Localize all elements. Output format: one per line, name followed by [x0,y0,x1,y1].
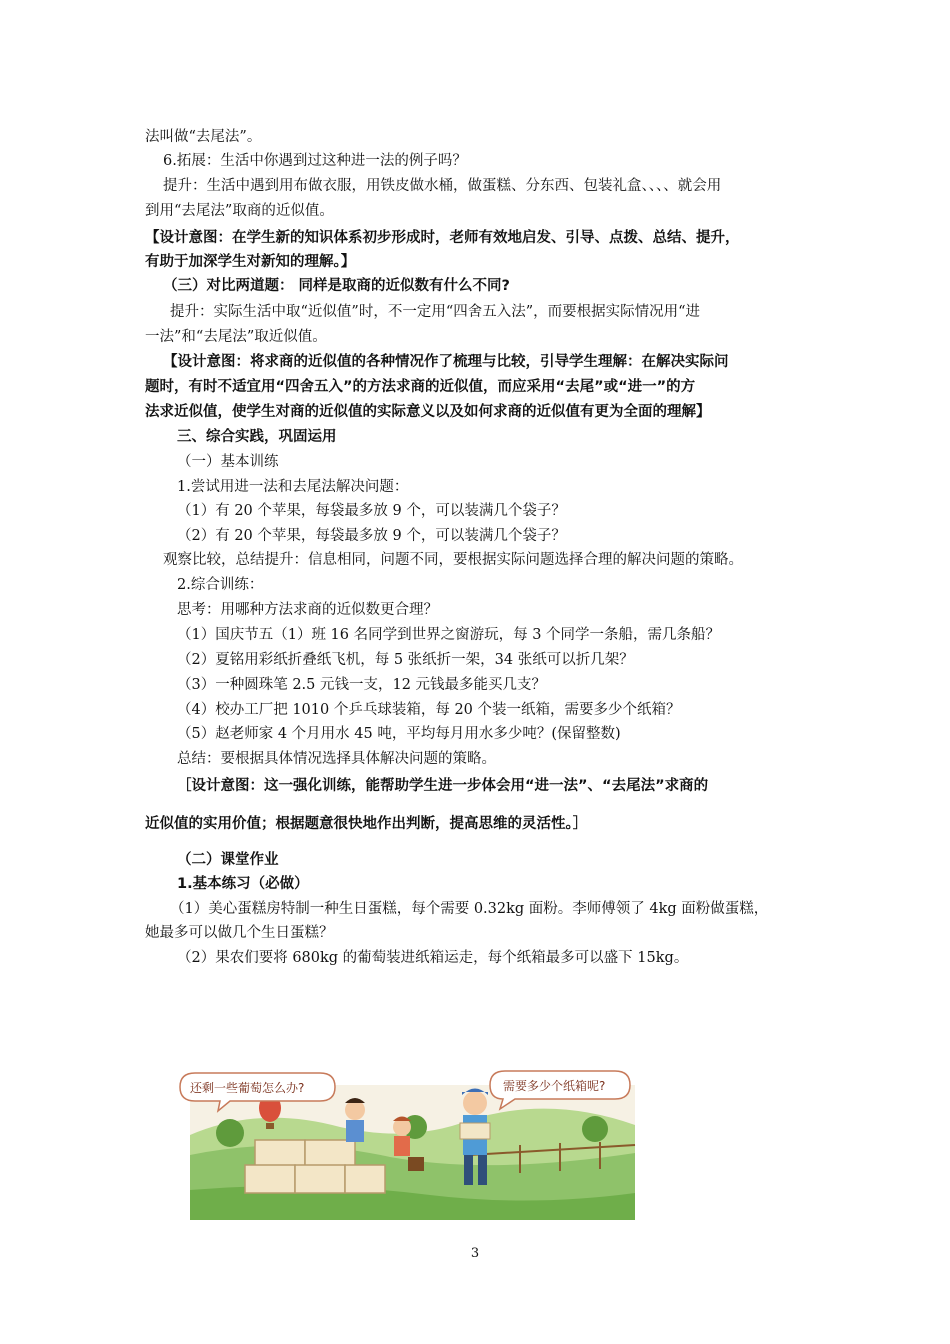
design-intent-line: 【设计意图：在学生新的知识体系初步形成时，老师有效地启发、引导、点拨、总结、提升， [145,230,740,246]
text-line: 2.综合训练： [177,577,264,593]
exercise-item: （2）果农们要将 680kg 的葡萄装进纸箱运走，每个纸箱最多可以盛下 15kg。 [177,950,689,966]
design-intent-line: 【设计意图：将求商的近似值的各种情况作了梳理与比较，引导学生理解：在解决实际问 [163,354,729,370]
exercise-item: （1）有 20 个苹果，每袋最多放 9 个，可以装满几个袋子？ [177,503,566,519]
text-line: 一法”和“去尾法”取近似值。 [145,329,327,345]
exercise-item: （4）校办工厂把 1010 个乒乓球装箱，每 20 个装一纸箱，需要多少个纸箱？ [177,702,681,718]
text-line: 她最多可以做几个生日蛋糕？ [145,925,334,941]
exercise-item: （3）一种圆珠笔 2.5 元钱一支，12 元钱最多能买几支？ [177,677,547,693]
design-intent-line: 题时，有时不适宜用“四舍五入”的方法求商的近似值，而应采用“去尾”或“进一”的方 [145,379,696,395]
text-line: 总结：要根据具体情况选择具体解决问题的策略。 [177,751,496,767]
speech-bubble-left: 还剩一些葡萄怎么办? [190,1081,305,1095]
subsection-heading: （一）基本训练 [177,454,279,470]
illustration-scene [170,1065,645,1225]
page-number: 3 [470,1246,480,1261]
design-intent-line: 有助于加深学生对新知的理解。】 [145,254,356,270]
exercise-item: （5）赵老师家 4 个月用水 45 吨，平均每月用水多少吨？(保留整数) [177,726,621,742]
text-line: 1.尝试用进一法和去尾法解决问题： [177,479,409,495]
text-line: 思考：用哪种方法求商的近似数更合理？ [177,602,438,618]
exercise-item: （1）国庆节五（1）班 16 名同学到世界之窗游玩，每 3 个同学一条船，需几条船？ [177,627,721,643]
text-line: 观察比较，总结提升：信息相同，问题不同，要根据实际问题选择合理的解决问题的策略。 [163,552,743,568]
exercise-item: （1）美心蛋糕房特制一种生日蛋糕，每个需要 0.32kg 面粉。李师傅领了 4kg 面粉做蛋糕， [170,901,769,917]
subsection-heading: 1.基本练习（必做） [177,876,309,892]
grape-packing-illustration [170,1065,645,1225]
text-line: 到用“去尾法”取商的近似值。 [145,203,334,219]
section-heading: （三）对比两道题： 同样是取商的近似数有什么不同? [163,278,510,294]
text-line: 法叫做“去尾法”。 [145,129,262,145]
exercise-item: （2）有 20 个苹果，每袋最多放 9 个，可以装满几个袋子？ [177,528,566,544]
speech-bubble-right: 需要多少个纸箱呢? [503,1079,606,1093]
design-intent-line: 法求近似值，使学生对商的近似值的实际意义以及如何求商的近似值有更为全面的理解】 [145,404,711,420]
subsection-heading: （二）课堂作业 [177,852,279,868]
design-intent-line: ［设计意图：这一强化训练，能帮助学生进一步体会用“进一法”、“去尾法”求商的 [177,778,709,794]
exercise-item: （2）夏铭用彩纸折叠纸飞机，每 5 张纸折一架，34 张纸可以折几架？ [177,652,634,668]
section-heading: 三、综合实践，巩固运用 [177,429,337,445]
design-intent-line: 近似值的实用价值；根据题意很快地作出判断，提高思维的灵活性。］ [145,816,588,832]
text-line: 6.拓展：生活中你遇到过这种进一法的例子吗？ [163,153,467,169]
text-line: 提升：生活中遇到用布做衣服，用铁皮做水桶，做蛋糕、分东西、包装礼盒、、、、就会用 [163,178,722,194]
text-line: 提升：实际生活中取“近似值”时，不一定用“四舍五入法”，而要根据实际情况用“进 [170,304,701,320]
